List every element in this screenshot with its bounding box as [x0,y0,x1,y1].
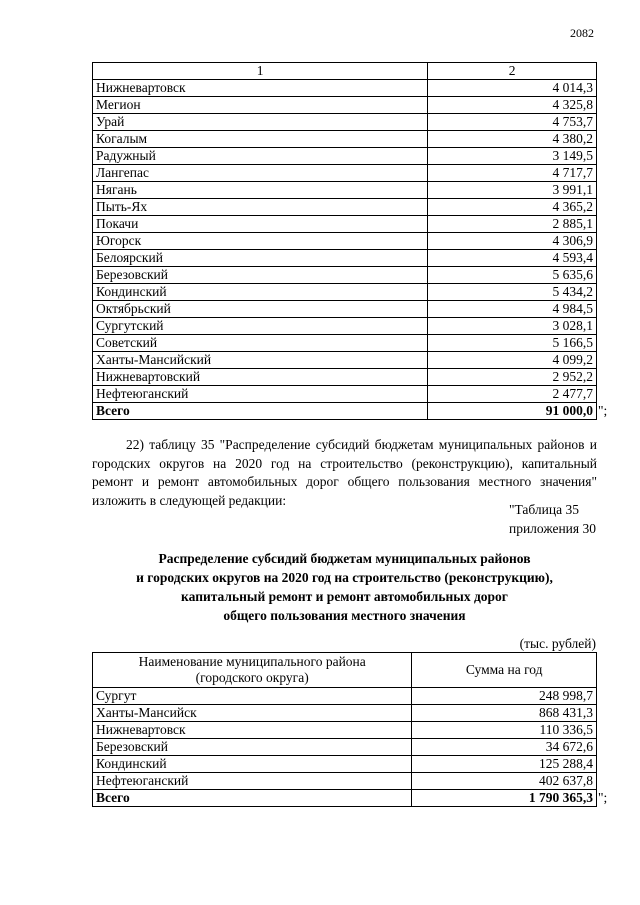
table-row [93,722,597,739]
table-reference [509,500,596,538]
row-value: 3 028,1 [428,318,597,335]
row-value: 868 431,3 [412,705,597,722]
table-row [93,216,597,233]
row-name: Октябрьский [93,301,428,318]
row-name: Сургут [93,688,412,705]
column-header-name-line-2: (городского округа) [195,670,309,685]
row-value: 5 166,5 [428,335,597,352]
subsidy-table-continued [92,62,597,420]
row-name: Белоярский [93,250,428,267]
table-row [93,318,597,335]
row-name: Нягань [93,182,428,199]
subsidy-table-35 [92,652,597,807]
row-value: 4 014,3 [428,80,597,97]
row-name: Нефтеюганский [93,386,428,403]
table-row [93,250,597,267]
row-name: Урай [93,114,428,131]
total-value: 91 000,0 [428,403,597,420]
table-row [93,267,597,284]
row-name: Советский [93,335,428,352]
table-row [93,739,597,756]
row-value: 2 952,2 [428,369,597,386]
table-row [93,369,597,386]
table-row [93,352,597,369]
table-reference-line-1: "Таблица 35 [508,502,579,517]
closing-quote: "; [598,402,608,418]
row-value: 2 885,1 [428,216,597,233]
table-header-row [93,63,597,80]
total-label: Всего [93,790,412,807]
table-row [93,182,597,199]
row-value: 4 306,9 [428,233,597,250]
row-value: 110 336,5 [412,722,597,739]
row-value: 3 991,1 [428,182,597,199]
table-row [93,80,597,97]
table-row [93,301,597,318]
total-row [93,790,597,807]
row-value: 3 149,5 [428,148,597,165]
row-name: Покачи [93,216,428,233]
table-row [93,165,597,182]
table-title [92,549,597,625]
row-value: 4 753,7 [428,114,597,131]
table-row [93,386,597,403]
row-value: 248 998,7 [412,688,597,705]
row-value: 4 099,2 [428,352,597,369]
total-row [93,403,597,420]
row-value: 4 380,2 [428,131,597,148]
table-row [93,688,597,705]
row-name: Пыть-Ях [93,199,428,216]
table-row [93,705,597,722]
row-name: Радужный [93,148,428,165]
row-value: 5 434,2 [428,284,597,301]
column-number-2: 2 [428,63,597,80]
row-name: Березовский [93,739,412,756]
table-title-line-4: общего пользования местного значения [223,608,466,623]
table-title-line-2: и городских округов на 2020 год на строительство (реконструкцию), [136,570,553,585]
row-value: 402 637,8 [412,773,597,790]
page-number: 2082 [570,26,594,40]
table-row [93,131,597,148]
table-row [93,148,597,165]
table-reference-line-2: приложения 30 [508,521,596,536]
row-name: Нижневартовский [93,369,428,386]
row-name: Кондинский [93,284,428,301]
table-title-line-3: капитальный ремонт и ремонт автомобильных дорог [181,589,508,604]
column-header-sum: Сумма на год [412,653,597,688]
table-row [93,756,597,773]
unit-label: (тыс. рублей) [519,636,596,651]
row-name: Когалым [93,131,428,148]
row-name: Лангепас [93,165,428,182]
row-value: 125 288,4 [412,756,597,773]
row-name: Мегион [93,97,428,114]
table-row [93,335,597,352]
row-name: Ханты-Мансийский [93,352,428,369]
row-value: 5 635,6 [428,267,597,284]
row-name: Югорск [93,233,428,250]
table-title-line-1: Распределение субсидий бюджетам муниципальных районов [158,551,531,566]
table-row [93,114,597,131]
table-row [93,97,597,114]
table-row [93,773,597,790]
row-value: 4 593,4 [428,250,597,267]
column-header-name [93,653,412,688]
table-row [93,233,597,250]
row-value: 34 672,6 [412,739,597,756]
row-value: 4 365,2 [428,199,597,216]
column-header-name-line-1: Наименование муниципального района [138,654,366,669]
row-value: 4 717,7 [428,165,597,182]
row-value: 4 984,5 [428,301,597,318]
table-row [93,284,597,301]
amendment-paragraph: 22) таблицу 35 "Распределение субсидий бюджетам муниципальных районов и городских округов на 2020 год на строительство (реконструкцию), капитальный ремонт и ремонт автомобильных дорог общего пользования местного значения" изложить в следующей редакции: [92,437,597,508]
total-label: Всего [93,403,428,420]
row-name: Ханты-Мансийск [93,705,412,722]
row-name: Нижневартовск [93,722,412,739]
table-row [93,199,597,216]
row-value: 2 477,7 [428,386,597,403]
row-name: Нефтеюганский [93,773,412,790]
table-header-row [93,653,597,688]
total-value: 1 790 365,3 [412,790,597,807]
row-name: Нижневартовск [93,80,428,97]
row-name: Березовский [93,267,428,284]
column-number-1: 1 [93,63,428,80]
row-name: Кондинский [93,756,412,773]
row-value: 4 325,8 [428,97,597,114]
closing-quote: "; [598,789,608,805]
row-name: Сургутский [93,318,428,335]
